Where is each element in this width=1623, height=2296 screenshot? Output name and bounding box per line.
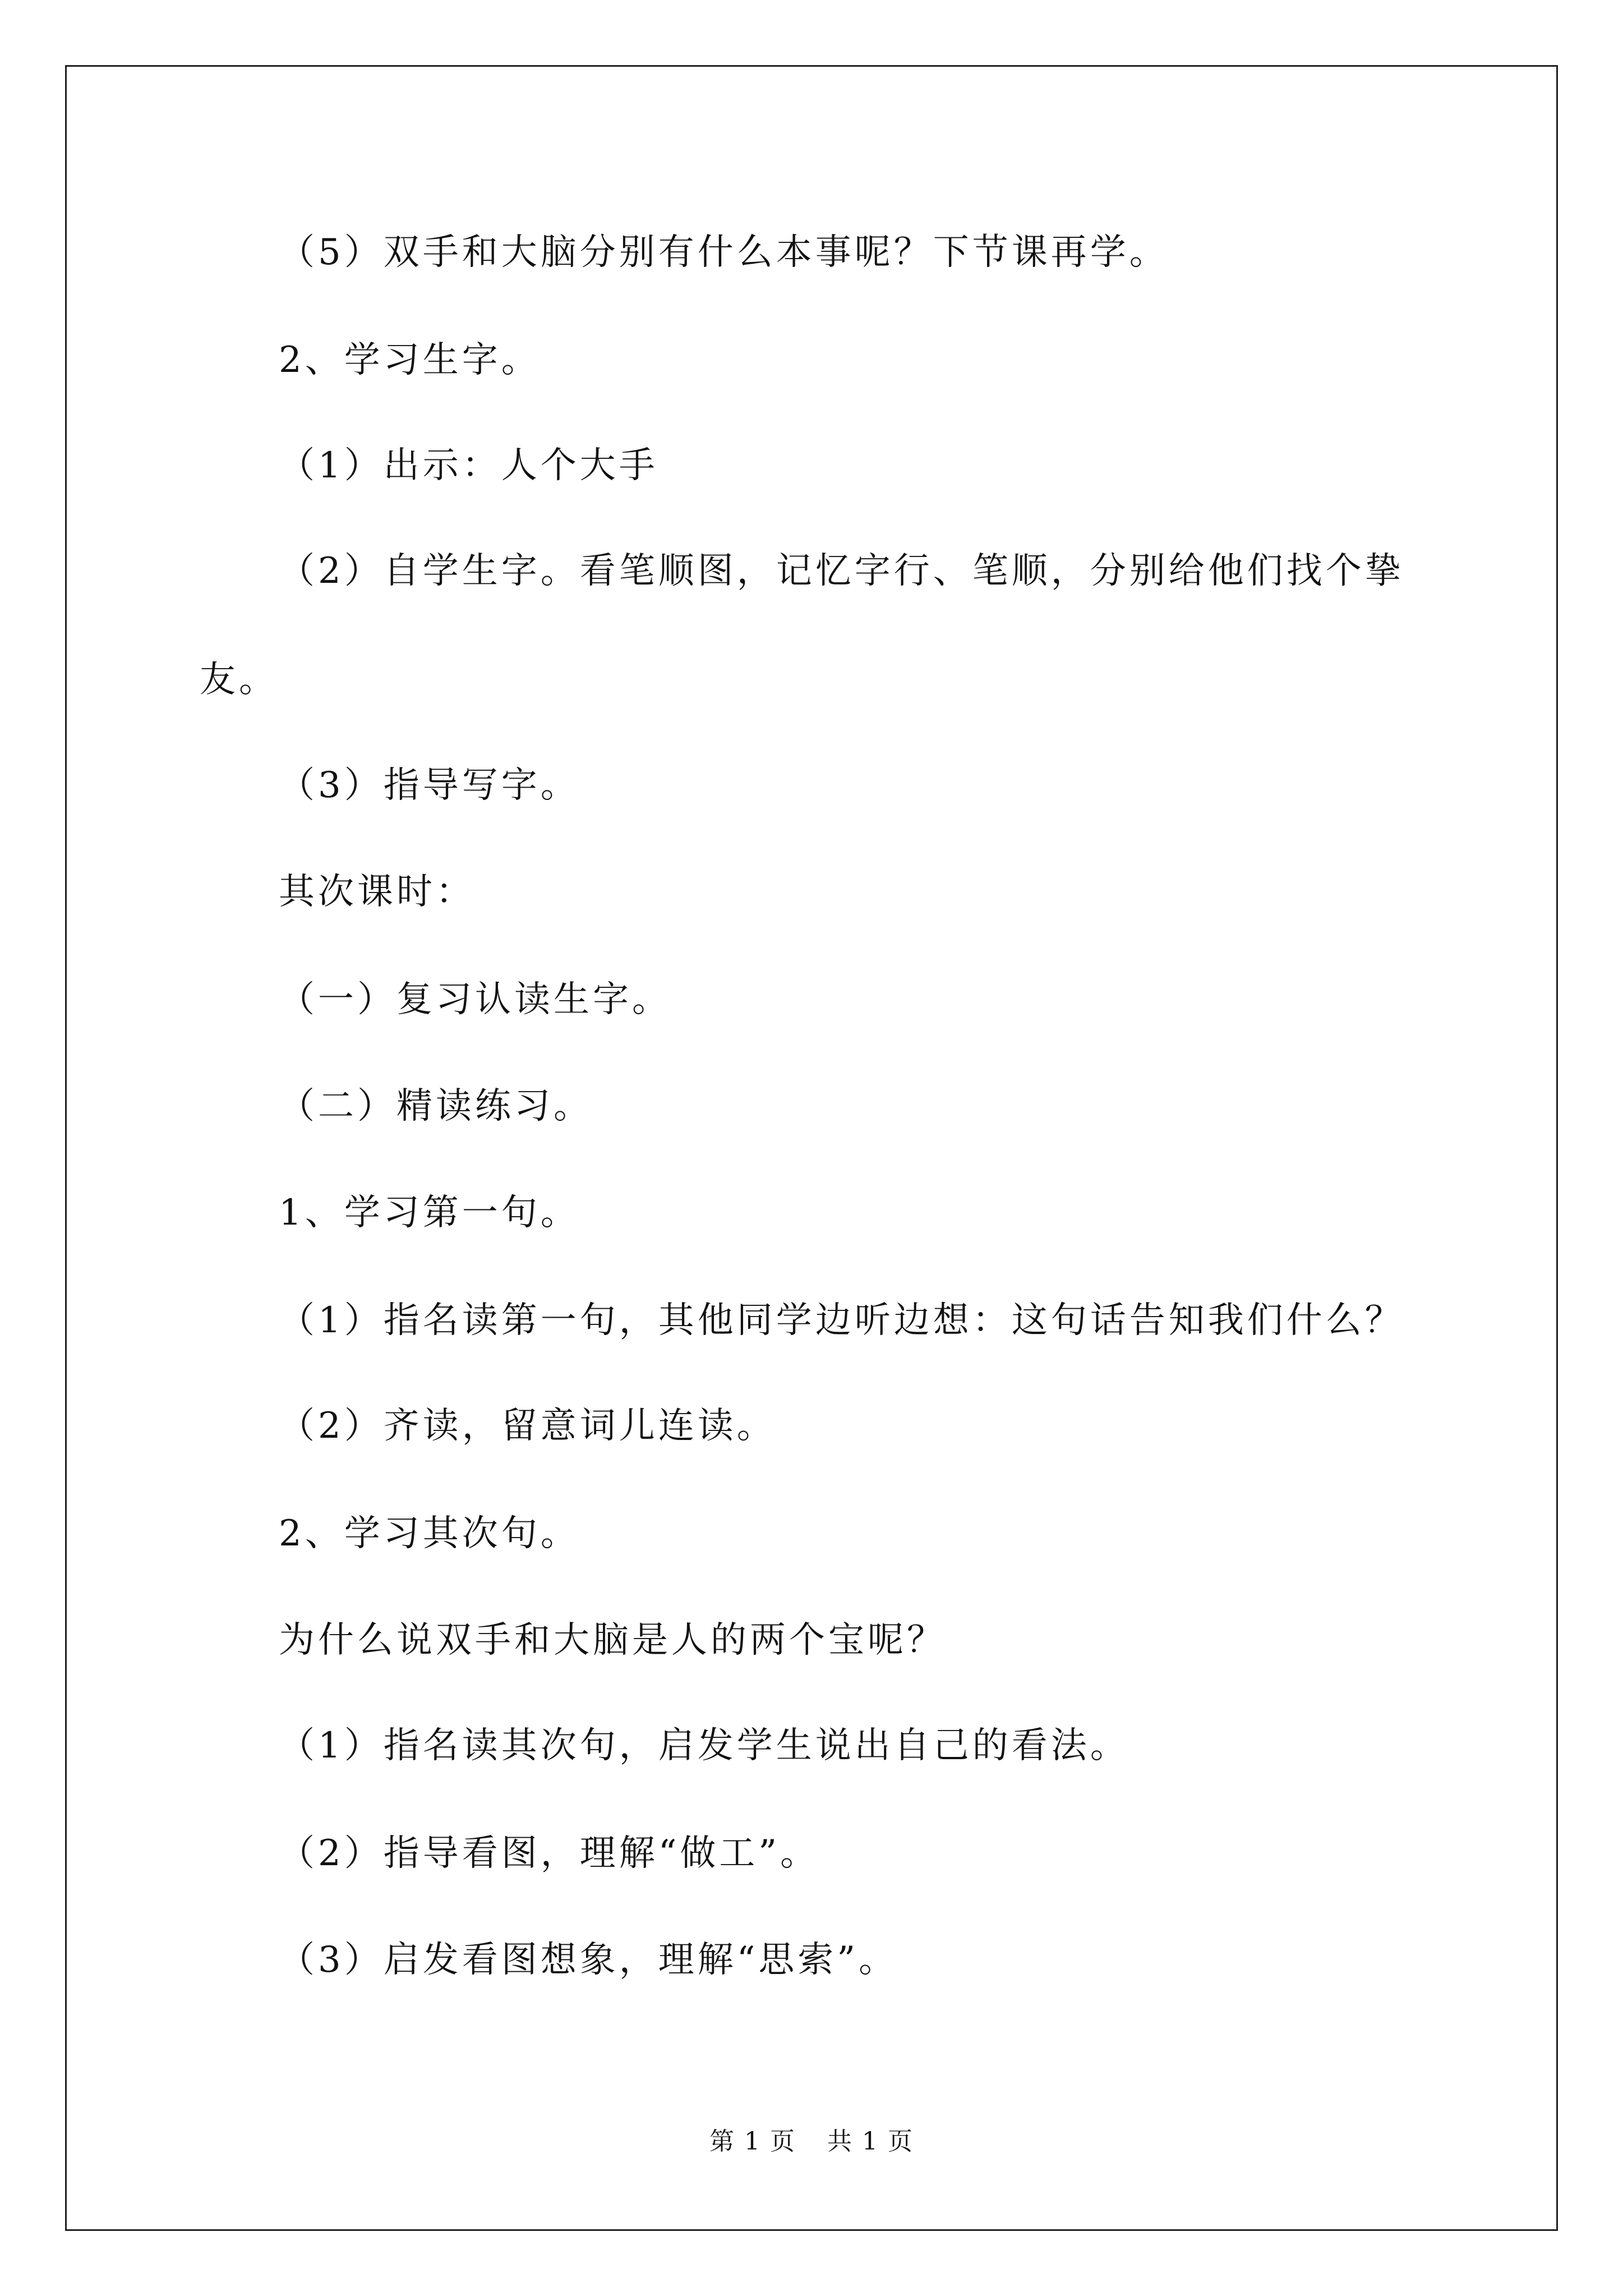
text-line: 为什么说双手和大脑是人的两个宝呢？ xyxy=(279,1619,946,1661)
text-line: （3）指导写字。 xyxy=(279,765,580,806)
text-line: 2、学习生字。 xyxy=(279,339,541,381)
text-line: （5）双手和大脑分别有什么本事呢？下节课再学。 xyxy=(279,232,1169,273)
text-line: （1）指名读其次句，启发学生说出自己的看法。 xyxy=(279,1725,1129,1766)
text-line: （二）精读练习。 xyxy=(279,1085,593,1127)
text-line: （一）复习认读生字。 xyxy=(279,979,671,1020)
text-line: （1）出示：人个大手 xyxy=(279,445,658,486)
text-line: （1）指名读第一句，其他同学边听边想：这句话告知我们什么？ xyxy=(279,1300,1404,1341)
page-footer xyxy=(0,2126,1623,2157)
page-number: 第 1 页 xyxy=(709,2127,796,2156)
section-heading: 其次课时： xyxy=(279,871,475,913)
text-line: （2）指导看图，理解“做工”。 xyxy=(279,1833,820,1874)
text-line: 友。 xyxy=(200,659,278,701)
text-line: （3）启发看图想象，理解“思索”。 xyxy=(279,1939,898,1981)
page-total: 共 1 页 xyxy=(827,2127,914,2156)
text-line: 2、学习其次句。 xyxy=(279,1513,580,1554)
text-line: 1、学习第一句。 xyxy=(279,1192,580,1234)
text-line: （2）自学生字。看笔顺图，记忆字行、笔顺，分别给他们找个挚 xyxy=(279,550,1404,592)
text-line: （2）齐读，留意词儿连读。 xyxy=(279,1405,776,1447)
